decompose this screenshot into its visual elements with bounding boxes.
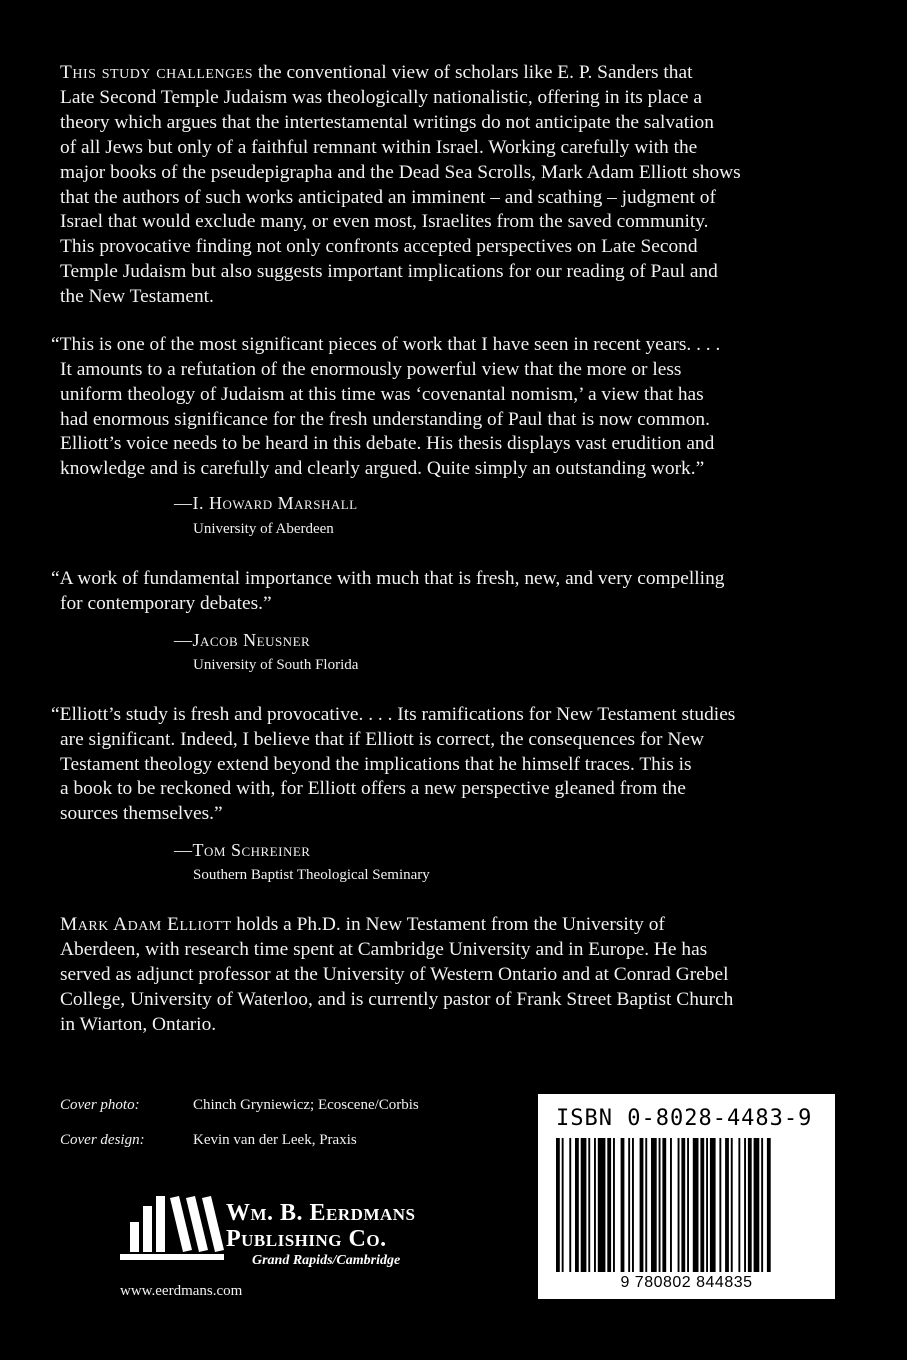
publisher-url[interactable]: www.eerdmans.com: [120, 1283, 243, 1299]
quote-line: “A work of fundamental importance with much that is fresh, new, and very compelling: [51, 568, 725, 589]
endorser-name: —Jacob Neusner: [174, 630, 311, 650]
quote-line: a book to be reckoned with, for Elliott offers a new perspective gleaned from the: [60, 778, 686, 799]
barcode-bar: [659, 1138, 661, 1272]
barcode-bar: [632, 1138, 634, 1272]
barcode-bar: [628, 1138, 630, 1272]
bio-lead: Mark Adam Elliott: [60, 914, 232, 935]
eerdmans-logo-icon: [120, 1192, 226, 1272]
endorser-name: —I. Howard Marshall: [174, 493, 358, 513]
bio-line: Mark Adam Elliott holds a Ph.D. in New Testament from the University of: [60, 914, 665, 935]
barcode-bar: [588, 1138, 590, 1272]
barcode-bar: [613, 1138, 615, 1272]
barcode-bar: [651, 1138, 657, 1272]
blurb-line: This provocative finding not only confronts accepted perspectives on Late Second: [60, 236, 698, 257]
barcode-bar: [640, 1138, 644, 1272]
ean-number: 9 780802 844835: [620, 1274, 753, 1291]
barcode-bar: [645, 1138, 647, 1272]
barcode-bar: [678, 1138, 680, 1272]
barcode-bar: [748, 1138, 752, 1272]
cover-photo-value: Chinch Gryniewicz; Ecoscene/Corbis: [193, 1097, 419, 1113]
bio-line: served as adjunct professor at the University of Western Ontario and at Conrad Grebel: [60, 964, 729, 985]
blurb-line: Late Second Temple Judaism was theologically nationalistic, offering in its place a: [60, 87, 702, 108]
endorser-affiliation: University of Aberdeen: [193, 521, 334, 537]
blurb-line: This study challenges the conventional view of scholars like E. P. Sanders that: [60, 62, 693, 83]
quote-line: “Elliott’s study is fresh and provocative. . . . Its ramifications for New Testament studies: [51, 704, 736, 725]
cover-photo-label: Cover photo:: [60, 1097, 140, 1113]
barcode-bar: [681, 1138, 685, 1272]
endorser-affiliation: Southern Baptist Theological Seminary: [193, 867, 430, 883]
blurb-line: of all Jews but only of a faithful remnant within Israel. Working carefully with the: [60, 137, 698, 158]
quote-line: Testament theology extend beyond the implications that he himself traces. This is: [60, 754, 692, 775]
barcode-bar: [594, 1138, 596, 1272]
quote-line: uniform theology of Judaism at this time was ‘covenantal nomism,’ a view that has: [60, 384, 704, 405]
barcode-bar: [719, 1138, 721, 1272]
barcode-bar: [754, 1138, 760, 1272]
blurb-line: that the authors of such works anticipated an imminent – and scathing – judgment of: [60, 187, 716, 208]
barcode-bar: [744, 1138, 746, 1272]
barcode-bar: [725, 1138, 729, 1272]
cover-design-value: Kevin van der Leek, Praxis: [193, 1132, 357, 1148]
barcode-bar: [693, 1138, 699, 1272]
barcode-bar: [662, 1138, 666, 1272]
barcode-bar: [767, 1138, 771, 1272]
bio-line: Aberdeen, with research time spent at Cambridge University and in Europe. He has: [60, 939, 708, 960]
barcode-bar: [700, 1138, 704, 1272]
endorser-affiliation: University of South Florida: [193, 657, 359, 673]
publisher-line2: Publishing Co.: [226, 1226, 387, 1252]
quote-line: for contemporary debates.”: [60, 593, 272, 614]
quote-line: had enormous significance for the fresh understanding of Paul that is now common.: [60, 409, 710, 430]
bio-line: College, University of Waterloo, and is currently pastor of Frank Street Baptist Church: [60, 989, 734, 1010]
blurb-line: the New Testament.: [60, 286, 214, 307]
quote-line: It amounts to a refutation of the enormously powerful view that the more or less: [60, 359, 682, 380]
blurb-line: Israel that would exclude many, or even most, Israelites from the saved community.: [60, 211, 709, 232]
barcode-bar: [575, 1138, 579, 1272]
quote-line: are significant. Indeed, I believe that if Elliott is correct, the consequences for New: [60, 729, 704, 750]
isbn-barcode: [538, 1094, 835, 1299]
barcode-bar: [731, 1138, 733, 1272]
blurb-line: Temple Judaism but also suggests important implications for our reading of Paul and: [60, 261, 718, 282]
blurb-lead: This study challenges: [60, 62, 254, 83]
quote-line: Elliott’s voice needs to be heard in this debate. His thesis displays vast erudition and: [60, 433, 715, 454]
bio-line: in Wiarton, Ontario.: [60, 1014, 217, 1035]
barcode-bar: [569, 1138, 571, 1272]
barcode-bar: [556, 1138, 560, 1272]
isbn-label: ISBN 0-8028-4483-9: [556, 1106, 813, 1131]
barcode-bar: [670, 1138, 672, 1272]
endorser-name: —Tom Schreiner: [174, 840, 311, 860]
blurb-line: theory which argues that the intertestamental writings do not anticipate the salvation: [60, 112, 714, 133]
barcode-bar: [598, 1138, 606, 1272]
barcode-bar: [710, 1138, 716, 1272]
barcode-bar: [607, 1138, 611, 1272]
quote-line: sources themselves.”: [60, 803, 223, 824]
barcode-bar: [687, 1138, 689, 1272]
publisher-line1: Wm. B. Eerdmans: [226, 1200, 416, 1226]
barcode-bar: [581, 1138, 587, 1272]
barcode-bar: [738, 1138, 740, 1272]
barcode-bar: [761, 1138, 763, 1272]
publisher-name: [226, 1200, 416, 1270]
barcode-bar: [562, 1138, 564, 1272]
barcode-bar: [706, 1138, 708, 1272]
cover-design-label: Cover design:: [60, 1132, 145, 1148]
quote-line: “This is one of the most significant pieces of work that I have seen in recent years. . . .: [51, 334, 721, 355]
barcode-bar: [621, 1138, 625, 1272]
blurb-line: major books of the pseudepigrapha and the Dead Sea Scrolls, Mark Adam Elliott shows: [60, 162, 741, 183]
quote-line: knowledge and is carefully and clearly argued. Quite simply an outstanding work.”: [60, 458, 705, 479]
publisher-location: Grand Rapids/Cambridge: [252, 1253, 401, 1268]
barcode-bars: [552, 1138, 822, 1272]
